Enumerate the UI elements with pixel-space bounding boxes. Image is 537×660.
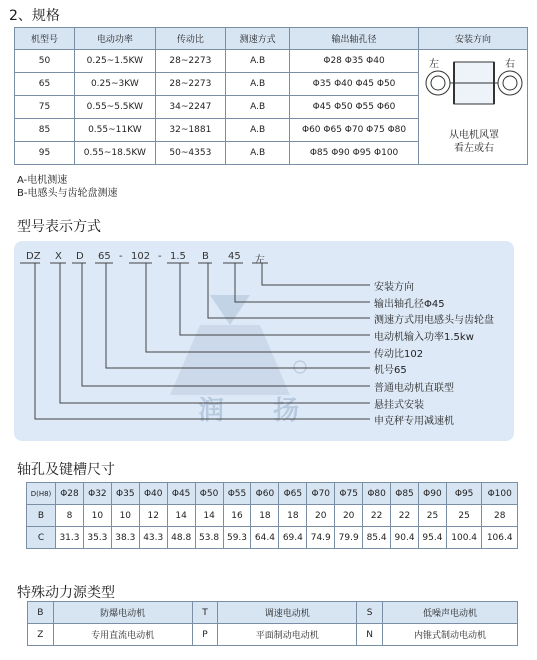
shaft-cell: Φ45: [167, 483, 195, 505]
motor-type-table: [27, 601, 518, 646]
code-part: 左: [255, 255, 265, 266]
motor-name: 调速电动机: [218, 602, 357, 624]
spec-cell: 85: [15, 119, 75, 142]
model-label: 申克秤专用减速机: [374, 416, 454, 427]
spec-cell: A.B: [226, 50, 290, 73]
shaft-cell: Φ70: [307, 483, 335, 505]
shaft-cell: 79.9: [335, 527, 363, 549]
shaft-cell: 53.8: [195, 527, 223, 549]
shaft-row-label: D(H8): [27, 483, 56, 505]
spec-cell: 28~2273: [155, 50, 225, 73]
spec-header: 安装方向: [418, 28, 527, 50]
motor-code: P: [192, 624, 218, 646]
motor-code: Z: [28, 624, 54, 646]
shaft-cell: Φ75: [335, 483, 363, 505]
code-part: -: [158, 251, 162, 262]
shaft-cell: 95.4: [418, 527, 446, 549]
spec-cell: 0.25~3KW: [75, 73, 156, 96]
spec-header: 传动比: [155, 28, 225, 50]
motor-name: 专用直流电动机: [53, 624, 192, 646]
spec-cell: Φ28 Φ35 Φ40: [290, 50, 419, 73]
shaft-cell: 18: [279, 505, 307, 527]
model-label: 测速方式用电感头与齿轮盘: [374, 315, 494, 326]
shaft-cell: 10: [111, 505, 139, 527]
code-part: -: [119, 251, 123, 262]
spec-cell: 34~2247: [155, 96, 225, 119]
code-part: 45: [228, 251, 241, 262]
shaft-cell: 10: [83, 505, 111, 527]
spec-cell: 50: [15, 50, 75, 73]
spec-cell: 0.25~1.5KW: [75, 50, 156, 73]
motor-name: 防爆电动机: [53, 602, 192, 624]
spec-header: 测速方式: [226, 28, 290, 50]
spec-cell: 28~2273: [155, 73, 225, 96]
shaft-cell: 31.3: [56, 527, 84, 549]
spec-cell: A.B: [226, 142, 290, 165]
shaft-cell: Φ95: [446, 483, 482, 505]
shaft-cell: 12: [139, 505, 167, 527]
shaft-section-title: 轴孔及键槽尺寸: [17, 462, 115, 478]
shaft-cell: 106.4: [482, 527, 518, 549]
table-row: [28, 624, 518, 646]
spec-cell: A.B: [226, 96, 290, 119]
shaft-cell: 25: [418, 505, 446, 527]
shaft-cell: 20: [335, 505, 363, 527]
shaft-cell: 22: [363, 505, 391, 527]
spec-cell: Φ35 Φ40 Φ45 Φ50: [290, 73, 419, 96]
shaft-cell: 74.9: [307, 527, 335, 549]
shaft-cell: Φ40: [139, 483, 167, 505]
model-label: 传动比102: [374, 349, 424, 360]
note-b: B-电感头与齿轮盘测速: [17, 188, 118, 199]
table-row: [27, 505, 518, 527]
shaft-cell: Φ35: [111, 483, 139, 505]
watermark-text: 润 扬: [198, 396, 320, 426]
shaft-cell: 69.4: [279, 527, 307, 549]
spec-section-title: 2、规格: [9, 8, 60, 24]
model-label: 安装方向: [374, 282, 414, 293]
shaft-cell: 22: [391, 505, 419, 527]
shaft-cell: Φ50: [195, 483, 223, 505]
shaft-table: [26, 482, 518, 549]
spec-cell: Φ85 Φ90 Φ95 Φ100: [290, 142, 419, 165]
spec-cell: Φ45 Φ50 Φ55 Φ60: [290, 96, 419, 119]
model-label: 电动机输入功率1.5kw: [374, 332, 474, 343]
spec-header: 输出轴孔径: [290, 28, 419, 50]
shaft-row-label: B: [27, 505, 56, 527]
shaft-cell: 20: [307, 505, 335, 527]
code-part: X: [55, 251, 62, 262]
motor-name: 内锥式制动电动机: [382, 624, 517, 646]
spec-header: 机型号: [15, 28, 75, 50]
shaft-cell: 35.3: [83, 527, 111, 549]
model-section-title: 型号表示方式: [17, 219, 101, 235]
code-part: D: [76, 251, 84, 262]
motor-code: T: [192, 602, 218, 624]
code-part: 1.5: [170, 251, 186, 262]
install-caption-line2: 看左或右: [453, 143, 494, 154]
spec-cell: 32~1881: [155, 119, 225, 142]
table-row: [27, 483, 518, 505]
shaft-cell: Φ28: [56, 483, 84, 505]
shaft-cell: 25: [446, 505, 482, 527]
shaft-cell: 8: [56, 505, 84, 527]
shaft-cell: Φ60: [251, 483, 279, 505]
shaft-cell: 14: [195, 505, 223, 527]
spec-cell: A.B: [226, 73, 290, 96]
motor-name: 平面制动电动机: [218, 624, 357, 646]
spec-cell: A.B: [226, 119, 290, 142]
shaft-cell: 48.8: [167, 527, 195, 549]
spec-cell: 65: [15, 73, 75, 96]
shaft-cell: Φ80: [363, 483, 391, 505]
spec-cell: 0.55~18.5KW: [75, 142, 156, 165]
shaft-cell: 14: [167, 505, 195, 527]
shaft-row-label: C: [27, 527, 56, 549]
model-label: 悬挂式安装: [374, 400, 424, 411]
code-part: 102: [131, 251, 151, 262]
shaft-cell: Φ100: [482, 483, 518, 505]
shaft-cell: 59.3: [223, 527, 251, 549]
install-left-label: 左: [428, 59, 439, 70]
shaft-cell: Φ55: [223, 483, 251, 505]
spec-cell: 75: [15, 96, 75, 119]
motor-code: B: [28, 602, 54, 624]
shaft-cell: 28: [482, 505, 518, 527]
shaft-cell: Φ32: [83, 483, 111, 505]
shaft-cell: 85.4: [363, 527, 391, 549]
spec-cell: 95: [15, 142, 75, 165]
code-part: 65: [98, 251, 111, 262]
motor-name: 低噪声电动机: [382, 602, 517, 624]
shaft-cell: 100.4: [446, 527, 482, 549]
note-a: A-电机测速: [17, 175, 68, 186]
shaft-cell: 43.3: [139, 527, 167, 549]
model-label: 机号65: [374, 365, 407, 376]
shaft-cell: 90.4: [391, 527, 419, 549]
code-part: DZ: [26, 251, 41, 262]
shaft-cell: Φ85: [391, 483, 419, 505]
shaft-cell: Φ65: [279, 483, 307, 505]
motor-code: S: [357, 602, 383, 624]
install-caption-line1: 从电机风罩: [448, 130, 499, 141]
model-label: 输出轴孔径Φ45: [374, 299, 445, 310]
spec-cell: 50~4353: [155, 142, 225, 165]
shaft-cell: Φ90: [418, 483, 446, 505]
spec-cell: Φ60 Φ65 Φ70 Φ75 Φ80: [290, 119, 419, 142]
spec-header: 电动功率: [75, 28, 156, 50]
shaft-cell: 38.3: [111, 527, 139, 549]
shaft-cell: 16: [223, 505, 251, 527]
model-label: 普通电动机直联型: [374, 383, 454, 394]
motor-section-title: 特殊动力源类型: [17, 585, 115, 601]
install-right-label: 右: [504, 59, 515, 70]
shaft-cell: 64.4: [251, 527, 279, 549]
spec-cell: 0.55~11KW: [75, 119, 156, 142]
shaft-cell: 18: [251, 505, 279, 527]
table-row: [27, 527, 518, 549]
spec-cell: 0.55~5.5KW: [75, 96, 156, 119]
code-part: B: [202, 251, 209, 262]
table-row: [28, 602, 518, 624]
motor-code: N: [357, 624, 383, 646]
